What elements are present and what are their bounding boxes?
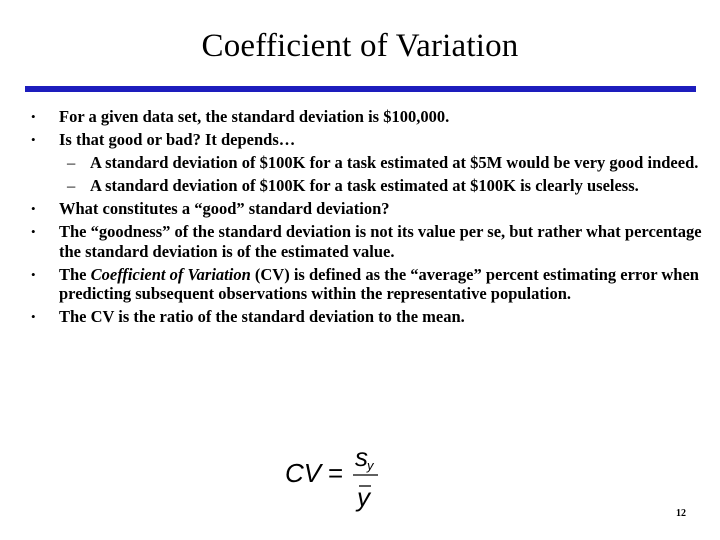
sub-bullet-marker: – bbox=[67, 153, 76, 172]
bullet-marker: • bbox=[31, 109, 36, 124]
bullet-marker: • bbox=[31, 201, 36, 216]
bullet-text: Is that good or bad? It depends… bbox=[59, 130, 296, 149]
bullet-item bbox=[24, 265, 704, 304]
bullet-item bbox=[24, 199, 704, 219]
bullet-marker: • bbox=[31, 224, 36, 239]
formula-denominator: y bbox=[357, 482, 370, 512]
bullet-text: The “goodness” of the standard deviation is not its value per se, but rather what percentage the standard deviation is of the estimated value. bbox=[59, 222, 702, 261]
bullet-item bbox=[24, 130, 704, 150]
bullet-marker: • bbox=[31, 309, 36, 324]
title-underline-rule bbox=[25, 86, 696, 92]
bullet-list bbox=[24, 107, 704, 330]
bullet-marker: • bbox=[31, 266, 36, 282]
sub-bullet-item bbox=[24, 153, 704, 173]
formula-numerator: s bbox=[355, 442, 368, 472]
bullet-text: For a given data set, the standard deviation is $100,000. bbox=[59, 107, 450, 126]
bullet-text: The CV is the ratio of the standard deviation to the mean. bbox=[59, 307, 465, 326]
sub-bullet-text: A standard deviation of $100K for a task estimated at $5M would be very good indeed. bbox=[90, 153, 699, 172]
slide-title: Coefficient of Variation bbox=[201, 28, 519, 64]
formula-lhs: CV bbox=[285, 458, 322, 488]
bullet-text: What constitutes a “good” standard deviation? bbox=[59, 199, 390, 218]
bullet-marker: • bbox=[31, 132, 36, 147]
sub-bullet-marker: – bbox=[67, 176, 76, 195]
cv-formula bbox=[283, 440, 393, 520]
sub-bullet-item bbox=[24, 176, 704, 196]
page-number: 12 bbox=[676, 508, 686, 519]
bullet-item bbox=[24, 307, 704, 327]
formula-equals: = bbox=[328, 458, 344, 488]
formula-numerator-subscript: y bbox=[367, 458, 374, 473]
bullet-text-after: (CV) is defined as the “average” percent estimating error when predicting subsequent observations within the representative population. bbox=[59, 264, 699, 303]
bullet-text-before: The bbox=[59, 264, 91, 284]
coefficient-of-variation-term: Coefficient of Variation bbox=[90, 264, 251, 284]
bullet-item bbox=[24, 222, 704, 261]
bullet-item bbox=[24, 107, 704, 127]
sub-bullet-text: A standard deviation of $100K for a task estimated at $100K is clearly useless. bbox=[90, 176, 639, 195]
